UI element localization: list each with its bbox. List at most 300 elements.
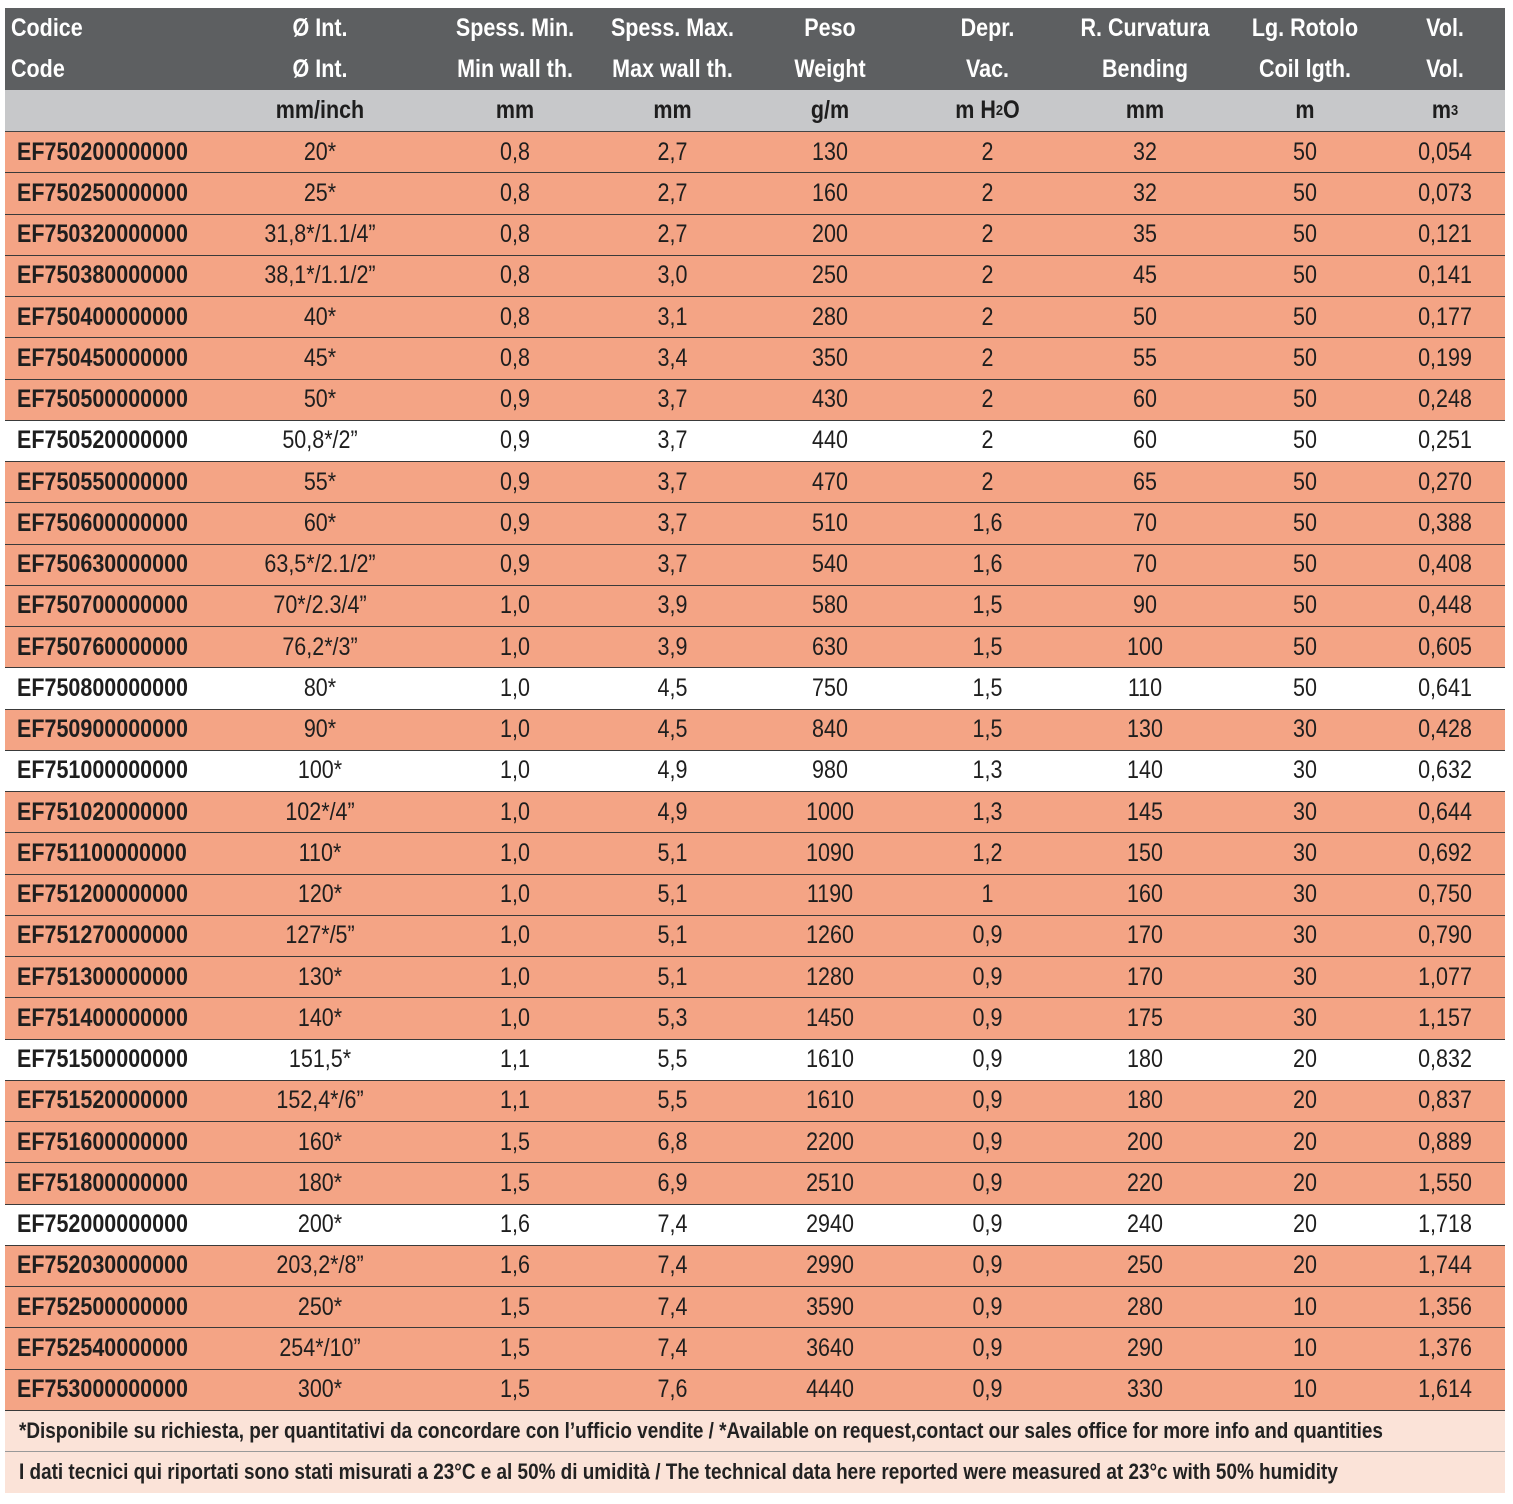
cell-coil-length: 10 <box>1293 1292 1317 1321</box>
cell-bending: 280 <box>1127 1292 1163 1321</box>
cell-weight: 1090 <box>806 838 854 867</box>
cell-weight: 3640 <box>806 1333 854 1362</box>
cell-coil-length: 50 <box>1293 508 1317 537</box>
cell-coil-length: 50 <box>1293 220 1317 249</box>
cell-vacuum: 0,9 <box>972 1210 1003 1239</box>
table-row <box>5 1287 1505 1328</box>
cell-min-wall: 0,8 <box>500 178 530 207</box>
cell-coil-length: 30 <box>1293 756 1317 785</box>
cell-max-wall: 4,9 <box>657 797 688 826</box>
cell-min-wall: 0,8 <box>500 137 530 166</box>
cell-code: EF752000000000 <box>17 1210 189 1239</box>
cell-max-wall: 2,7 <box>657 220 688 249</box>
cell-vacuum: 0,9 <box>972 1086 1003 1115</box>
cell-coil-length: 30 <box>1293 880 1317 909</box>
cell-weight: 4440 <box>806 1375 854 1404</box>
header-en-bend: Bending <box>1102 55 1188 83</box>
cell-weight: 510 <box>812 508 848 537</box>
cell-int: 120* <box>297 880 343 909</box>
cell-int: 130* <box>297 962 343 991</box>
cell-weight: 470 <box>812 467 848 496</box>
cell-max-wall: 3,7 <box>657 550 688 579</box>
cell-coil-length: 50 <box>1293 385 1317 414</box>
cell-max-wall: 6,9 <box>657 1168 688 1197</box>
cell-coil-length: 50 <box>1293 591 1317 620</box>
cell-max-wall: 7,4 <box>657 1292 688 1321</box>
cell-vacuum: 2 <box>981 220 994 249</box>
cell-coil-length: 50 <box>1293 343 1317 372</box>
cell-weight: 2200 <box>806 1127 854 1156</box>
cell-max-wall: 5,1 <box>657 921 688 950</box>
table-row <box>5 916 1505 957</box>
header-en-min: Min wall th. <box>457 55 573 83</box>
cell-int: 70*/2.3/4” <box>273 591 367 620</box>
cell-vacuum: 1,5 <box>972 673 1003 702</box>
cell-volume: 1,376 <box>1418 1333 1472 1362</box>
cell-volume: 0,837 <box>1418 1086 1472 1115</box>
cell-code: EF750600000000 <box>17 508 189 537</box>
cell-min-wall: 1,0 <box>500 921 530 950</box>
cell-code: EF750900000000 <box>17 715 189 744</box>
cell-int: 102*/4” <box>285 797 355 826</box>
table-row <box>5 462 1505 503</box>
cell-vacuum: 1,6 <box>972 508 1003 537</box>
cell-bending: 130 <box>1127 715 1163 744</box>
cell-max-wall: 3,0 <box>657 261 688 290</box>
cell-volume: 0,832 <box>1418 1045 1472 1074</box>
cell-min-wall: 0,9 <box>500 508 530 537</box>
cell-min-wall: 1,0 <box>500 756 530 785</box>
cell-code: EF751200000000 <box>17 880 189 909</box>
cell-weight: 280 <box>812 302 848 331</box>
table-row <box>5 627 1505 668</box>
cell-min-wall: 0,9 <box>500 426 530 455</box>
table-row <box>5 1040 1505 1081</box>
cell-min-wall: 0,8 <box>500 261 530 290</box>
cell-volume: 0,073 <box>1418 178 1472 207</box>
cell-vacuum: 0,9 <box>972 962 1003 991</box>
cell-min-wall: 1,0 <box>500 715 530 744</box>
cell-bending: 160 <box>1127 880 1163 909</box>
cell-code: EF750400000000 <box>17 302 189 331</box>
cell-bending: 220 <box>1127 1168 1163 1197</box>
cell-min-wall: 1,5 <box>500 1333 530 1362</box>
unit-vac: m H 2 O <box>955 96 1020 124</box>
cell-coil-length: 30 <box>1293 921 1317 950</box>
cell-code: EF750320000000 <box>17 220 189 249</box>
cell-min-wall: 1,0 <box>500 632 530 661</box>
cell-volume: 0,644 <box>1418 797 1472 826</box>
cell-max-wall: 5,5 <box>657 1086 688 1115</box>
cell-weight: 440 <box>812 426 848 455</box>
cell-weight: 1450 <box>806 1003 854 1032</box>
cell-code: EF750200000000 <box>17 137 189 166</box>
cell-int: 203,2*/8” <box>276 1251 364 1280</box>
cell-code: EF751800000000 <box>17 1168 189 1197</box>
cell-bending: 65 <box>1133 467 1157 496</box>
cell-weight: 1260 <box>806 921 854 950</box>
cell-int: 152,4*/6” <box>276 1086 364 1115</box>
cell-bending: 240 <box>1127 1210 1163 1239</box>
cell-volume: 0,605 <box>1418 632 1472 661</box>
cell-weight: 350 <box>812 343 848 372</box>
cell-int: 200* <box>297 1210 343 1239</box>
cell-max-wall: 7,4 <box>657 1251 688 1280</box>
cell-min-wall: 1,0 <box>500 880 530 909</box>
cell-weight: 840 <box>812 715 848 744</box>
cell-volume: 1,077 <box>1418 962 1472 991</box>
cell-coil-length: 20 <box>1293 1127 1317 1156</box>
table-row <box>5 421 1505 462</box>
cell-min-wall: 1,6 <box>500 1210 530 1239</box>
cell-coil-length: 20 <box>1293 1168 1317 1197</box>
header-en-weight: Weight <box>794 55 866 83</box>
cell-int: 140* <box>297 1003 343 1032</box>
cell-bending: 145 <box>1127 797 1163 826</box>
cell-max-wall: 7,4 <box>657 1333 688 1362</box>
cell-volume: 0,270 <box>1418 467 1472 496</box>
cell-vacuum: 1 <box>981 880 994 909</box>
cell-int: 50,8*/2” <box>282 426 358 455</box>
cell-vacuum: 1,5 <box>972 715 1003 744</box>
unit-coil: m <box>1295 96 1315 124</box>
cell-bending: 200 <box>1127 1127 1163 1156</box>
cell-vacuum: 2 <box>981 467 994 496</box>
cell-vacuum: 2 <box>981 426 994 455</box>
cell-code: EF750250000000 <box>17 178 189 207</box>
cell-weight: 130 <box>812 137 848 166</box>
cell-code: EF752500000000 <box>17 1292 189 1321</box>
cell-coil-length: 20 <box>1293 1086 1317 1115</box>
cell-max-wall: 2,7 <box>657 137 688 166</box>
cell-weight: 630 <box>812 632 848 661</box>
cell-min-wall: 0,8 <box>500 220 530 249</box>
cell-max-wall: 5,3 <box>657 1003 688 1032</box>
cell-volume: 0,177 <box>1418 302 1472 331</box>
cell-bending: 32 <box>1133 137 1157 166</box>
cell-vacuum: 0,9 <box>972 1251 1003 1280</box>
cell-max-wall: 7,6 <box>657 1375 688 1404</box>
cell-volume: 0,054 <box>1418 137 1472 166</box>
units-row <box>5 90 1505 132</box>
cell-int: 25* <box>303 178 337 207</box>
table-row <box>5 1122 1505 1163</box>
table-row <box>5 668 1505 709</box>
cell-weight: 2990 <box>806 1251 854 1280</box>
cell-int: 300* <box>297 1375 343 1404</box>
header-en-vol: Vol. <box>1426 55 1464 83</box>
cell-int: 250* <box>297 1292 343 1321</box>
cell-coil-length: 20 <box>1293 1210 1317 1239</box>
cell-weight: 750 <box>812 673 848 702</box>
cell-weight: 540 <box>812 550 848 579</box>
cell-volume: 1,550 <box>1418 1168 1472 1197</box>
cell-bending: 70 <box>1133 508 1157 537</box>
table-body <box>5 132 1505 1411</box>
cell-volume: 0,388 <box>1418 508 1472 537</box>
cell-volume: 0,141 <box>1418 261 1472 290</box>
header-it-max: Spess. Max. <box>610 14 735 42</box>
cell-vacuum: 0,9 <box>972 1333 1003 1362</box>
unit-weight: g/m <box>810 96 850 124</box>
cell-code: EF750520000000 <box>17 426 189 455</box>
cell-code: EF750700000000 <box>17 591 189 620</box>
cell-bending: 55 <box>1133 343 1157 372</box>
header-it-vol: Vol. <box>1426 14 1464 42</box>
cell-volume: 0,251 <box>1418 426 1472 455</box>
cell-max-wall: 3,7 <box>657 426 688 455</box>
cell-weight: 2510 <box>806 1168 854 1197</box>
cell-vacuum: 1,3 <box>972 797 1003 826</box>
cell-max-wall: 3,7 <box>657 508 688 537</box>
cell-coil-length: 50 <box>1293 178 1317 207</box>
cell-coil-length: 30 <box>1293 838 1317 867</box>
header-en-int: Ø Int. <box>292 55 348 83</box>
cell-weight: 1190 <box>806 880 854 909</box>
cell-min-wall: 1,0 <box>500 838 530 867</box>
header-it-int: Ø Int. <box>292 14 348 42</box>
cell-int: 100* <box>297 756 343 785</box>
unit-code <box>19 90 191 131</box>
cell-code: EF750760000000 <box>17 632 189 661</box>
cell-vacuum: 2 <box>981 343 994 372</box>
cell-bending: 290 <box>1127 1333 1163 1362</box>
table-row <box>5 1163 1505 1204</box>
cell-bending: 150 <box>1127 838 1163 867</box>
cell-volume: 0,121 <box>1418 220 1472 249</box>
cell-int: 55* <box>303 467 337 496</box>
cell-code: EF751270000000 <box>17 921 189 950</box>
cell-min-wall: 1,1 <box>500 1086 530 1115</box>
table-row <box>5 297 1505 338</box>
cell-max-wall: 5,1 <box>657 880 688 909</box>
cell-volume: 1,614 <box>1418 1375 1472 1404</box>
cell-weight: 980 <box>812 756 848 785</box>
table-row <box>5 751 1505 792</box>
cell-min-wall: 1,6 <box>500 1251 530 1280</box>
cell-int: 80* <box>303 673 337 702</box>
unit-int: mm/inch <box>275 96 365 124</box>
cell-int: 20* <box>303 137 337 166</box>
header-it-code: Codice <box>11 14 83 42</box>
cell-min-wall: 1,5 <box>500 1375 530 1404</box>
cell-vacuum: 1,5 <box>972 632 1003 661</box>
cell-vacuum: 1,2 <box>972 838 1003 867</box>
cell-bending: 170 <box>1127 921 1163 950</box>
cell-coil-length: 50 <box>1293 426 1317 455</box>
table-row <box>5 1370 1505 1411</box>
cell-int: 40* <box>303 302 337 331</box>
cell-vacuum: 0,9 <box>972 1292 1003 1321</box>
cell-int: 151,5* <box>288 1045 352 1074</box>
cell-max-wall: 4,9 <box>657 756 688 785</box>
cell-bending: 250 <box>1127 1251 1163 1280</box>
cell-int: 38,1*/1.1/2” <box>264 261 376 290</box>
cell-bending: 170 <box>1127 962 1163 991</box>
cell-coil-length: 30 <box>1293 797 1317 826</box>
product-spec-table <box>5 8 1505 1493</box>
cell-min-wall: 1,0 <box>500 591 530 620</box>
header-it-bend: R. Curvatura <box>1080 14 1210 42</box>
cell-code: EF750630000000 <box>17 550 189 579</box>
unit-bend: mm <box>1125 96 1165 124</box>
cell-code: EF751500000000 <box>17 1045 189 1074</box>
cell-int: 31,8*/1.1/4” <box>264 220 376 249</box>
cell-max-wall: 3,7 <box>657 467 688 496</box>
cell-code: EF751600000000 <box>17 1127 189 1156</box>
header-en-vac: Vac. <box>965 55 1010 83</box>
unit-max: mm <box>653 96 692 124</box>
cell-coil-length: 20 <box>1293 1251 1317 1280</box>
cell-coil-length: 50 <box>1293 302 1317 331</box>
table-row <box>5 545 1505 586</box>
cell-vacuum: 0,9 <box>972 1168 1003 1197</box>
cell-min-wall: 0,8 <box>500 343 530 372</box>
table-row <box>5 503 1505 544</box>
cell-code: EF752030000000 <box>17 1251 189 1280</box>
cell-vacuum: 1,6 <box>972 550 1003 579</box>
cell-min-wall: 1,1 <box>500 1045 530 1074</box>
table-row <box>5 132 1505 173</box>
cell-vacuum: 2 <box>981 178 994 207</box>
cell-coil-length: 20 <box>1293 1045 1317 1074</box>
cell-bending: 60 <box>1133 426 1157 455</box>
cell-volume: 0,889 <box>1418 1127 1472 1156</box>
cell-volume: 0,750 <box>1418 880 1472 909</box>
cell-bending: 50 <box>1133 302 1157 331</box>
table-row <box>5 710 1505 751</box>
header-en-max: Max wall th. <box>612 55 733 83</box>
cell-volume: 1,718 <box>1418 1210 1472 1239</box>
unit-vol: m 3 <box>1431 96 1459 124</box>
cell-code: EF750500000000 <box>17 385 189 414</box>
cell-bending: 60 <box>1133 385 1157 414</box>
cell-int: 63,5*/2.1/2” <box>264 550 376 579</box>
cell-vacuum: 2 <box>981 261 994 290</box>
cell-bending: 45 <box>1133 261 1157 290</box>
cell-vacuum: 2 <box>981 385 994 414</box>
cell-int: 127*/5” <box>285 921 355 950</box>
cell-code: EF751100000000 <box>17 838 187 867</box>
cell-int: 180* <box>297 1168 343 1197</box>
cell-int: 76,2*/3” <box>282 632 358 661</box>
cell-max-wall: 3,9 <box>657 632 688 661</box>
cell-weight: 160 <box>812 178 848 207</box>
cell-max-wall: 4,5 <box>657 715 688 744</box>
cell-weight: 3590 <box>806 1292 854 1321</box>
cell-bending: 32 <box>1133 178 1157 207</box>
header-row-english <box>5 49 1505 90</box>
cell-max-wall: 5,1 <box>657 838 688 867</box>
cell-weight: 250 <box>812 261 848 290</box>
measurement-note <box>5 1452 1505 1493</box>
cell-code: EF751400000000 <box>17 1003 189 1032</box>
cell-volume: 0,428 <box>1418 715 1472 744</box>
table-row <box>5 1081 1505 1122</box>
cell-bending: 110 <box>1127 673 1163 702</box>
cell-max-wall: 5,5 <box>657 1045 688 1074</box>
cell-coil-length: 50 <box>1293 550 1317 579</box>
cell-min-wall: 1,5 <box>500 1127 530 1156</box>
availability-note-text: *Disponibile su richiesta, per quantitativi da concordare con l’ufficio vendite / *Available on request,contact our sales office for more info and quantities <box>19 1417 1383 1443</box>
cell-max-wall: 5,1 <box>657 962 688 991</box>
table-row <box>5 256 1505 297</box>
cell-volume: 0,408 <box>1418 550 1472 579</box>
cell-bending: 140 <box>1127 756 1163 785</box>
cell-max-wall: 3,9 <box>657 591 688 620</box>
cell-min-wall: 1,5 <box>500 1292 530 1321</box>
cell-code: EF750450000000 <box>17 343 189 372</box>
cell-code: EF750550000000 <box>17 467 189 496</box>
table-row <box>5 833 1505 874</box>
cell-weight: 1000 <box>806 797 854 826</box>
cell-vacuum: 0,9 <box>972 921 1003 950</box>
header-en-coil: Coil lgth. <box>1259 55 1351 83</box>
table-row <box>5 380 1505 421</box>
availability-note <box>5 1411 1505 1452</box>
cell-vacuum: 2 <box>981 302 994 331</box>
cell-int: 110* <box>298 838 342 867</box>
cell-volume: 0,448 <box>1418 591 1472 620</box>
cell-coil-length: 50 <box>1293 673 1317 702</box>
cell-max-wall: 6,8 <box>657 1127 688 1156</box>
cell-code: EF751300000000 <box>17 962 189 991</box>
cell-volume: 0,632 <box>1418 756 1472 785</box>
measurement-note-text: I dati tecnici qui riportati sono stati misurati a 23°C e al 50% di umidità / The technical data here reported were measured at 23°c with 50% humidity <box>19 1459 1338 1485</box>
cell-max-wall: 7,4 <box>657 1210 688 1239</box>
unit-min: mm <box>495 96 535 124</box>
cell-max-wall: 2,7 <box>657 178 688 207</box>
cell-min-wall: 0,9 <box>500 467 530 496</box>
cell-bending: 70 <box>1133 550 1157 579</box>
cell-int: 160* <box>297 1127 343 1156</box>
header-row-italian <box>5 8 1505 49</box>
cell-volume: 0,641 <box>1418 673 1472 702</box>
cell-coil-length: 30 <box>1293 1003 1317 1032</box>
cell-vacuum: 0,9 <box>972 1003 1003 1032</box>
table-row <box>5 998 1505 1039</box>
cell-weight: 1610 <box>806 1045 854 1074</box>
cell-int: 254*/10” <box>279 1333 361 1362</box>
cell-weight: 200 <box>812 220 848 249</box>
cell-coil-length: 50 <box>1293 467 1317 496</box>
cell-weight: 1280 <box>806 962 854 991</box>
cell-vacuum: 1,5 <box>972 591 1003 620</box>
cell-min-wall: 0,9 <box>500 550 530 579</box>
cell-volume: 0,248 <box>1418 385 1472 414</box>
cell-weight: 2940 <box>806 1210 854 1239</box>
cell-coil-length: 10 <box>1293 1333 1317 1362</box>
header-it-weight: Peso <box>804 14 856 42</box>
table-row <box>5 957 1505 998</box>
table-row <box>5 1205 1505 1246</box>
cell-int: 45* <box>303 343 337 372</box>
table-row <box>5 173 1505 214</box>
cell-volume: 0,199 <box>1418 343 1472 372</box>
cell-vacuum: 2 <box>981 137 994 166</box>
cell-volume: 0,790 <box>1418 921 1472 950</box>
cell-code: EF753000000000 <box>17 1375 189 1404</box>
cell-int: 50* <box>303 385 337 414</box>
cell-int: 90* <box>303 715 337 744</box>
cell-volume: 1,157 <box>1418 1003 1472 1032</box>
cell-code: EF751520000000 <box>17 1086 189 1115</box>
table-row <box>5 875 1505 916</box>
table-row <box>5 215 1505 256</box>
cell-min-wall: 1,0 <box>500 962 530 991</box>
cell-bending: 100 <box>1127 632 1163 661</box>
cell-code: EF751000000000 <box>17 756 189 785</box>
